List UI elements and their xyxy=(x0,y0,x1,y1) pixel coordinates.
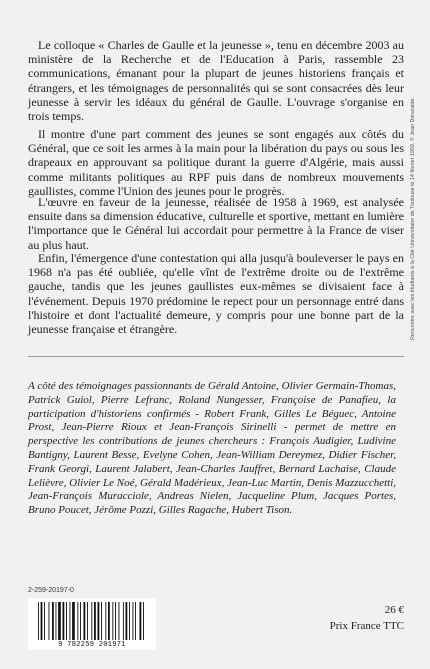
section-divider xyxy=(28,356,404,357)
price-label: Prix France TTC xyxy=(329,620,404,632)
barcode-bar xyxy=(101,602,102,640)
paragraph-3: L'œuvre en faveur de la jeunesse, réalisée de 1958 à 1969, est analysée ensuite dans sa dimension éducative, culturelle et sportive, mettant en lumière l'importance que le Général lui accordait pour permettre à la France de viser au plus haut. xyxy=(28,195,404,252)
barcode-bar xyxy=(123,602,124,640)
barcode-bar xyxy=(140,602,142,640)
barcode-bar xyxy=(41,602,43,640)
barcode-bar xyxy=(63,602,65,640)
barcode-bar xyxy=(44,602,45,640)
barcode-bar xyxy=(84,602,86,640)
photo-credit: Rencontre avec les étudiants à la Cité Universitaire de Toulouse le 14 février 1959. © Jean Dieuzaide. xyxy=(410,97,416,340)
contributors-paragraph: A côté des témoignages passionnants de Gérald Antoine, Olivier Germain-Thomas, Patrick Guiol, Pierre Lefranc, Roland Nungesser, Françoise de Panafieu, la participation d'historiens confirmés - Robert Frank, Gilles Le Béguec, Antoine Prost, Jean-Pierre Rioux et Jean-François Sirinelli - permet de mettre en perspective les contributions de jeunes chercheurs : François Audigier, Ludivine Bantigny, Laurent Besse, Evelyne Cohen, Jean-William Dereymez, Didier Fischer, Frank Georgi, Laurent Jalabert, Jean-Charles Jauffret, Bernard Lachaise, Claude Lelièvre, Olivier Le Noé, Gérald Madérieux, Jean-Luc Martin, Denis Mazzucchetti, Jean-François Muracciole, Andreas Nielen, Jacqueline Plum, Jacques Portes, Bruno Poucet, Jérôme Pozzi, Gilles Ragache, Hubert Tison. xyxy=(28,380,397,517)
paragraph-1: Le colloque « Charles de Gaulle et la jeunesse », tenu en décembre 2003 au ministère de la Recherche et de l'Education à Paris, rassemble 23 communications, émanant pour la plupart de jeunes historiens français et étrangers, et les témoignages de personnalités qui se sont consacrées dès leur jeunesse à servir les idéaux du général de Gaulle. L'ouvrage s'organise en trois temps. xyxy=(28,38,404,124)
barcode-bar xyxy=(126,602,128,640)
barcode-bars xyxy=(36,602,148,642)
isbn-label: 2-259-20197-0 xyxy=(28,587,74,594)
paragraph-2: Il montre d'une part comment des jeunes se sont engagés aux côtés du Général, que ce soit les armes à la main pour la libération du pays ou sous les drapeaux en approuvant sa politique durant la guerre d'Algérie, mais aussi comme militants politiques au RPF puis dans de nombreux mouvements gaullistes, comme l'Union des jeunes pour le progrès. xyxy=(28,127,404,198)
barcode-bar xyxy=(115,602,116,640)
barcode-bar xyxy=(91,602,92,640)
barcode-number: 9 782259 201971 xyxy=(58,641,126,649)
barcode-bar xyxy=(108,602,110,640)
barcode-bar xyxy=(129,602,130,640)
barcode-bar xyxy=(133,602,134,640)
barcode-bar xyxy=(66,602,67,640)
paragraph-4: Enfin, l'émergence d'une contestation qui alla jusqu'à bouleverser le pays en 1968 n'a pas été oubliée, qu'elle vînt de l'extrême droite ou de l'extrême gauche, tandis que les jeunes gaullistes eux-mêmes se divisaient face à l'événement. Depuis 1970 prédomine le repect pour un personnage entré dans l'histoire et dont l'actualité demeure, y compris pour une bonne part de la jeunesse française et étrangère. xyxy=(28,251,404,337)
barcode-bar xyxy=(105,602,106,640)
barcode-bar xyxy=(112,602,113,640)
barcode-bar xyxy=(77,602,78,640)
barcode-bar xyxy=(135,602,136,640)
barcode-bar xyxy=(119,602,120,640)
barcode-bar xyxy=(80,602,81,640)
barcode-bar xyxy=(52,602,54,640)
barcode-bar xyxy=(56,602,57,640)
barcode-bar xyxy=(94,602,96,640)
barcode-bar xyxy=(58,602,61,640)
barcode-bar xyxy=(143,602,144,640)
barcode-bar xyxy=(70,602,71,640)
price: 26 € xyxy=(384,604,404,616)
barcode xyxy=(28,598,156,650)
barcode-bar xyxy=(49,602,50,640)
barcode-bar xyxy=(72,602,75,640)
barcode-bar xyxy=(38,602,39,640)
barcode-bar xyxy=(98,602,100,640)
barcode-bar xyxy=(87,602,88,640)
